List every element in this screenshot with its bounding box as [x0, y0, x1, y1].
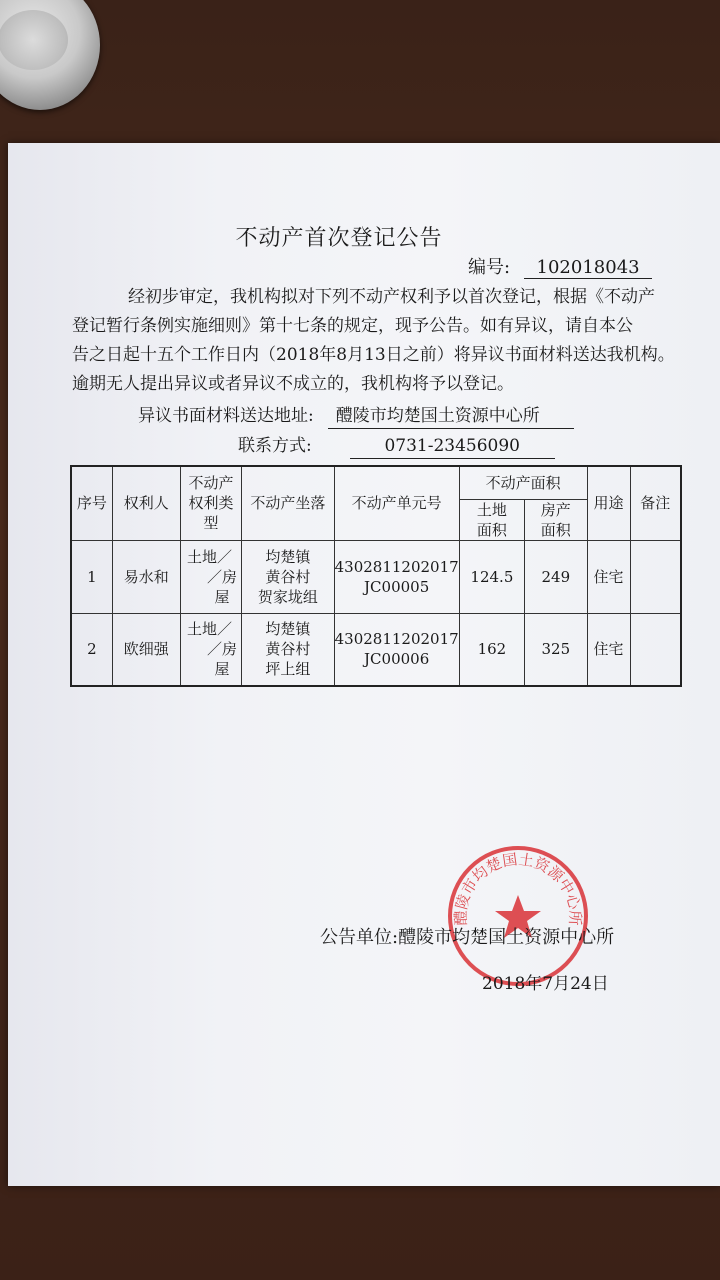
header-seq: 序号: [71, 466, 112, 540]
row-house-area: 249: [525, 540, 587, 613]
header-unit-no: 不动产单元号: [334, 466, 459, 540]
row-house-area: 325: [525, 613, 587, 686]
header-usage: 用途: [587, 466, 630, 540]
row-unit-no: [334, 540, 459, 613]
unit-no-part-2: JC00006: [364, 650, 430, 669]
header-house-area: 房产面积: [525, 499, 587, 540]
location-village: 黄谷村: [265, 640, 311, 659]
notice-paper: [8, 143, 720, 1186]
header-location: 不动产坐落: [242, 466, 334, 540]
paragraph-line-4: 逾期无人提出异议或者异议不成立的，我机构将予以登记。: [72, 374, 514, 394]
location-group: 贺家垅组: [257, 587, 318, 606]
address-row: [138, 401, 574, 429]
type-house: ／房屋: [207, 640, 238, 679]
unit-no-part-2: JC00005: [364, 577, 430, 596]
row-note: [630, 540, 681, 613]
type-land: 土地／: [186, 547, 232, 566]
row-seq: 2: [71, 613, 112, 686]
row-right-type: [180, 613, 241, 686]
header-right-type: 不动产权利类型: [180, 466, 241, 540]
row-note: [630, 613, 681, 686]
header-land-area: 土地面积: [459, 499, 524, 540]
address-value: 醴陵市均楚国土资源中心所: [328, 401, 574, 429]
seal-text: 醴陵市均楚国土资源中心所: [451, 850, 585, 926]
number-label: 编号:: [468, 257, 511, 278]
header-holder: 权利人: [112, 466, 180, 540]
row-land-area: 162: [459, 613, 524, 686]
paragraph-line-1: 经初步审定，我机构拟对下列不动产权利予以首次登记，根据《不动产: [128, 287, 655, 307]
header-area: 不动产面积: [459, 466, 587, 499]
contact-label: 联系方式:: [238, 436, 312, 456]
issuing-unit: [320, 923, 614, 949]
type-land: 土地／: [186, 620, 232, 639]
unit-value: 醴陵市均楚国土资源中心所: [398, 927, 615, 948]
paragraph-line-3: 告之日起十五个工作日内（2018年8月13日之前）将异议书面材料送达我机构。: [72, 345, 675, 365]
unit-no-part-1: 4302811202017: [334, 630, 459, 649]
unit-label: 公告单位:: [320, 927, 399, 948]
document-title: 不动产首次登记公告: [235, 226, 443, 251]
contact-row: [238, 431, 555, 459]
row-location: [242, 540, 334, 613]
issue-date: 2018年7月24日: [482, 974, 609, 994]
row-seq: 1: [71, 540, 112, 613]
table-row: [71, 613, 681, 686]
row-usage: 住宅: [587, 613, 630, 686]
document-number: [468, 253, 652, 279]
row-unit-no: [334, 613, 459, 686]
registration-table: [70, 465, 682, 687]
metal-knob: [0, 0, 100, 110]
number-value: 102018043: [524, 257, 652, 279]
location-village: 黄谷村: [265, 567, 311, 586]
contact-value: 0731-23456090: [350, 436, 555, 459]
location-group: 坪上组: [265, 660, 311, 679]
row-holder: 易水和: [112, 540, 180, 613]
type-house: ／房屋: [207, 567, 238, 606]
row-right-type: [180, 540, 241, 613]
row-usage: 住宅: [587, 540, 630, 613]
location-town: 均楚镇: [265, 620, 311, 639]
knob-center: [0, 10, 68, 70]
row-location: [242, 613, 334, 686]
row-holder: 欧细强: [112, 613, 180, 686]
address-label: 异议书面材料送达地址:: [138, 406, 314, 426]
paragraph-line-2: 登记暂行条例实施细则》第十七条的规定，现予公告。如有异议，请自本公: [72, 316, 633, 336]
header-note: 备注: [630, 466, 681, 540]
location-town: 均楚镇: [265, 547, 311, 566]
row-land-area: 124.5: [459, 540, 524, 613]
unit-no-part-1: 4302811202017: [334, 557, 459, 576]
table-row: [71, 540, 681, 613]
official-seal: [445, 843, 591, 989]
